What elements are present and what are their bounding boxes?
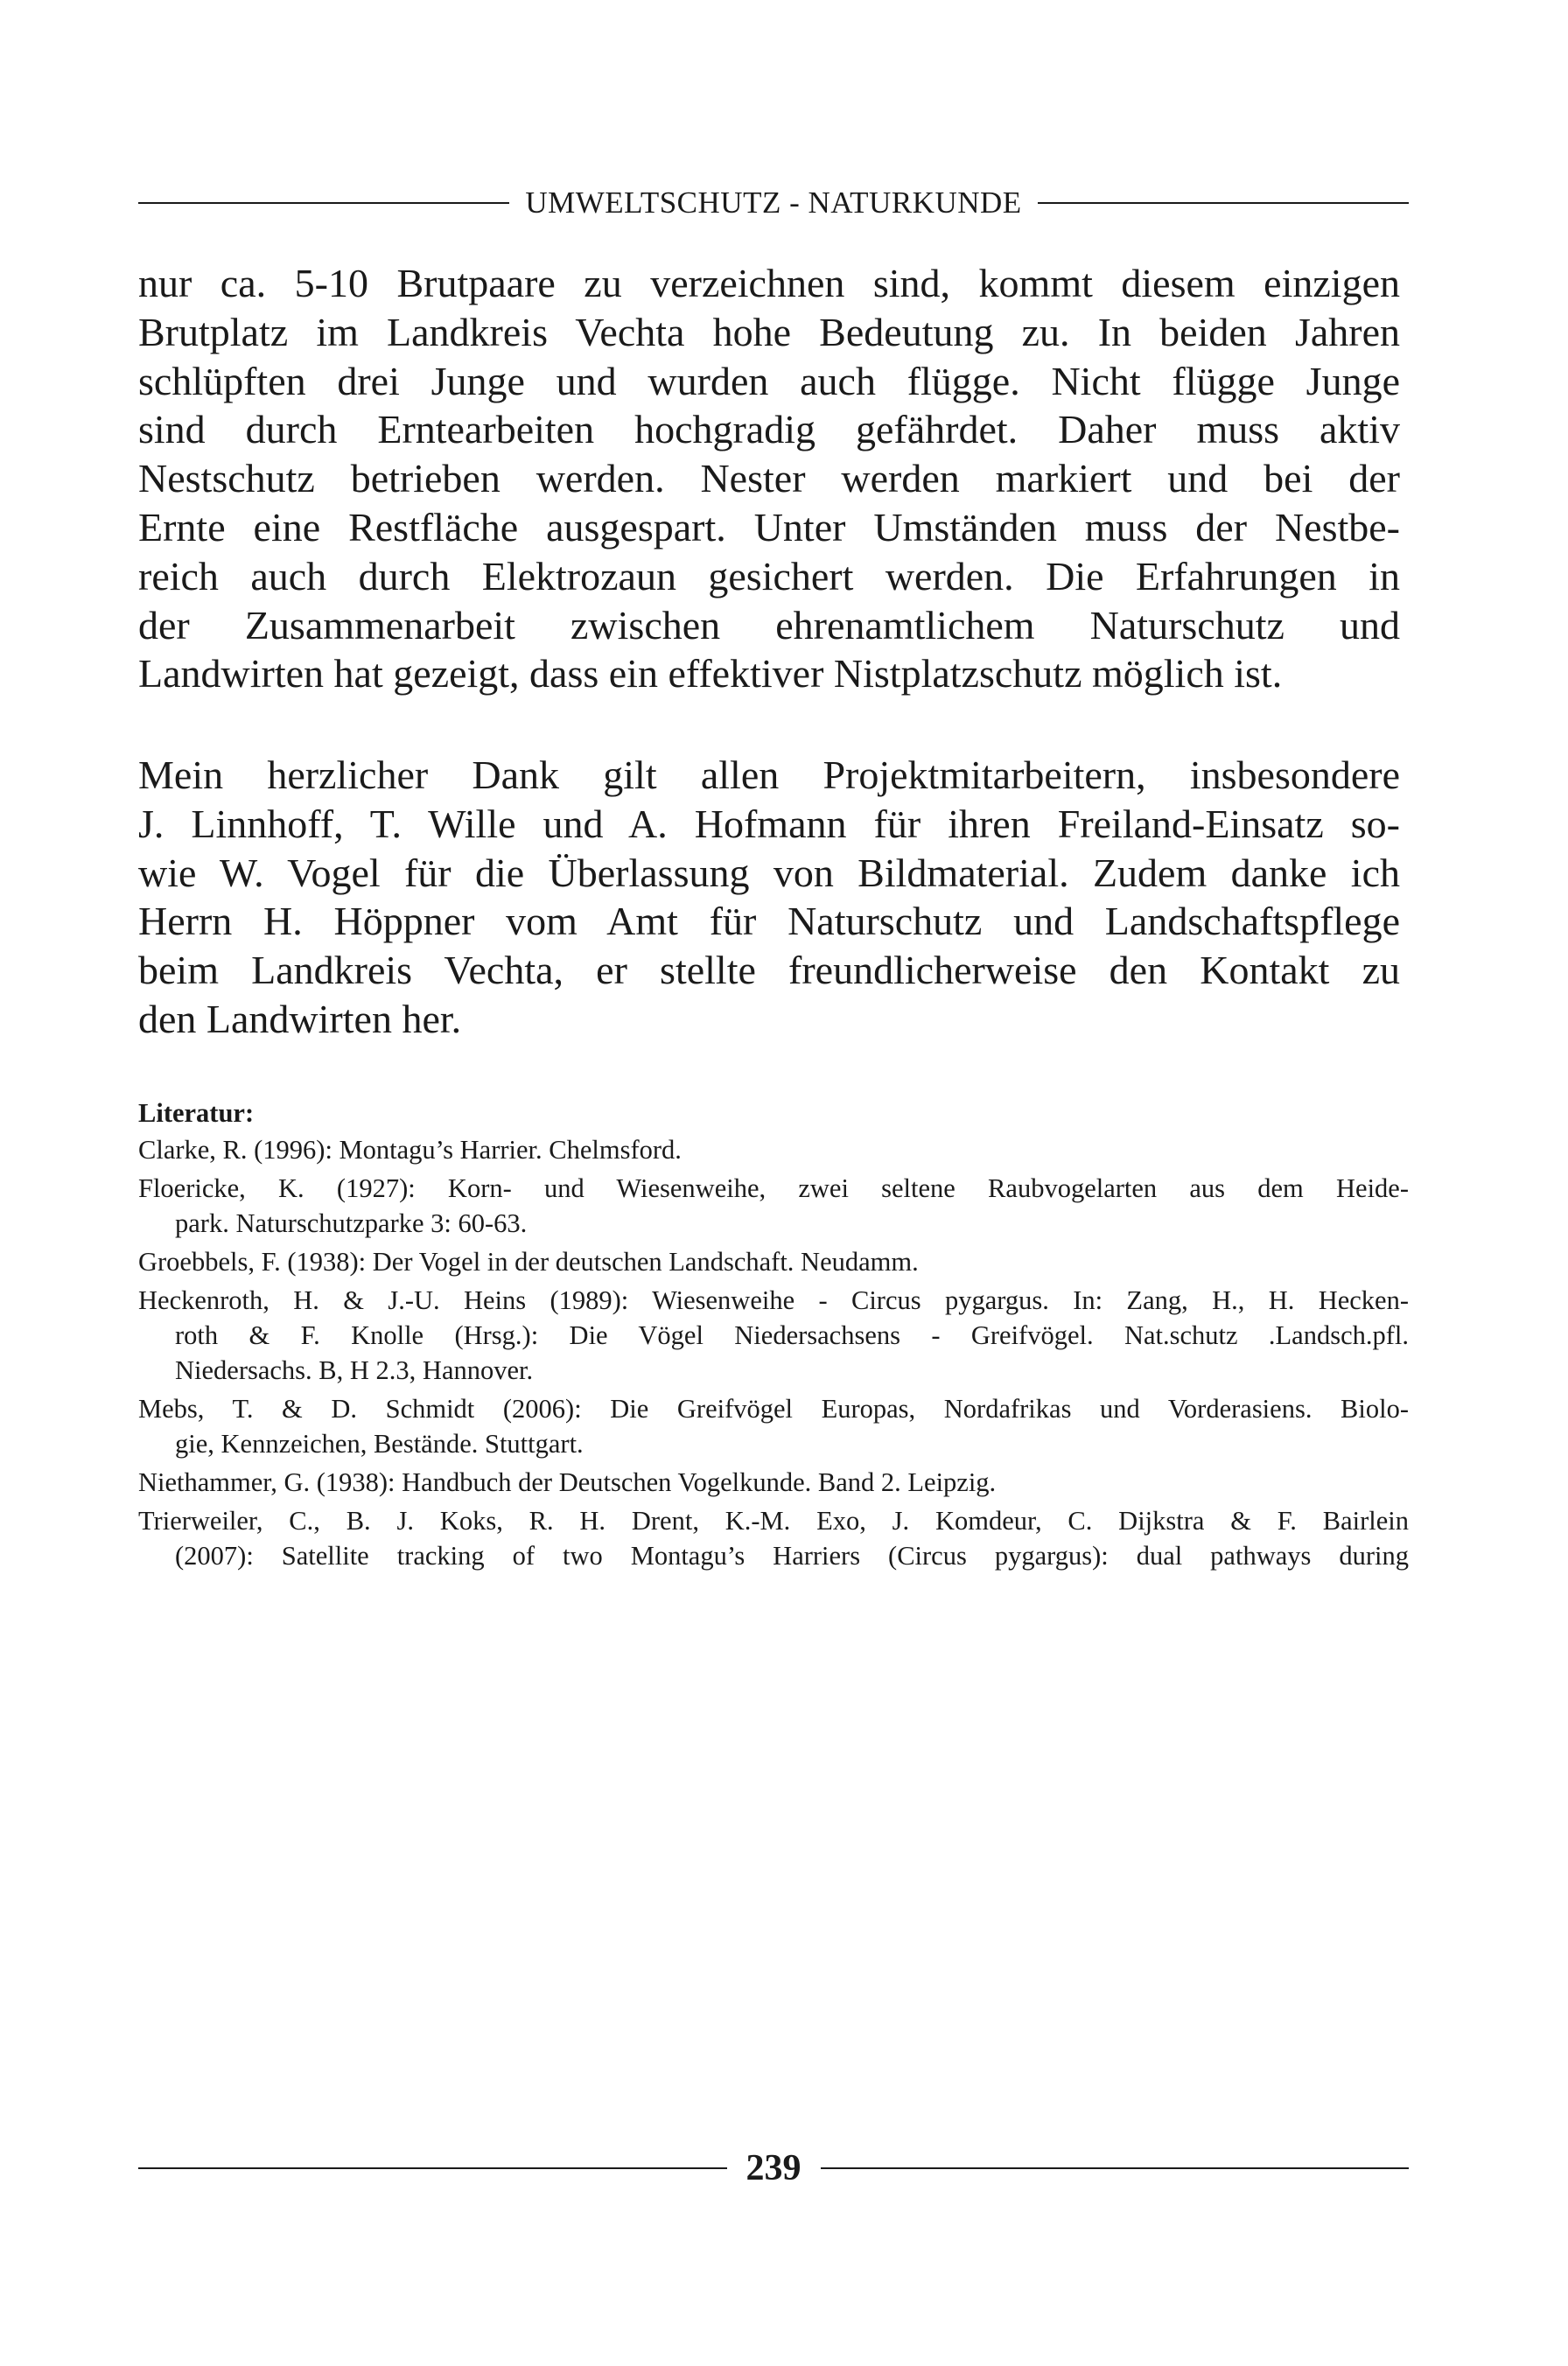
literature-line: gie, Kennzeichen, Bestände. Stuttgart. — [175, 1429, 584, 1459]
literature-section — [138, 1096, 1409, 1577]
text-line: J. Linnhoff, T. Wille und A. Hofmann für ihren Freiland-Einsatz so- — [138, 801, 1400, 846]
text-line: schlüpften drei Junge und wurden auch flügge. Nicht flügge Junge — [138, 358, 1400, 403]
literature-line: Trierweiler, C., B. J. Koks, R. H. Drent, K.-M. Exo, J. Komdeur, C. Dijkstra & F. Bairlein — [138, 1506, 1409, 1536]
text-line: sind durch Erntearbeiten hochgradig gefährdet. Daher muss aktiv — [138, 407, 1400, 452]
text-line: Mein herzlicher Dank gilt allen Projektmitarbeitern, insbesondere — [138, 752, 1400, 797]
literature-entry — [138, 1391, 1409, 1461]
running-header — [138, 186, 1409, 220]
literature-line: park. Naturschutzparke 3: 60-63. — [175, 1208, 528, 1238]
literature-line: (2007): Satellite tracking of two Montagu’s Harriers (Circus pygargus): dual pathways during — [175, 1541, 1409, 1571]
text-line: nur ca. 5-10 Brutpaare zu verzeichnen sind, kommt diesem einzigen — [138, 261, 1400, 305]
literature-line: Groebbels, F. (1938): Der Vogel in der deutschen Landschaft. Neudamm. — [138, 1247, 919, 1277]
text-line: der Zusammenarbeit zwischen ehrenamtlichem Naturschutz und — [138, 602, 1400, 648]
header-title: UMWELTSCHUTZ - NATURKUNDE — [525, 186, 1022, 220]
body-paragraph-2 — [138, 751, 1400, 1044]
footer-rule-right — [821, 2167, 1410, 2169]
body-paragraph-1 — [138, 259, 1400, 698]
text-line: den Landwirten her. — [138, 996, 462, 1041]
text-line: beim Landkreis Vechta, er stellte freundlicherweise den Kontakt zu — [138, 948, 1400, 993]
text-line: Brutplatz im Landkreis Vechta hohe Bedeutung zu. In beiden Jahren — [138, 309, 1400, 354]
literature-line: Floericke, K. (1927): Korn- und Wiesenweihe, zwei seltene Raubvogelarten aus dem Heide- — [138, 1173, 1409, 1203]
footer-rule-left — [138, 2167, 727, 2169]
literature-line: roth & F. Knolle (Hrsg.): Die Vögel Niedersachsens - Greifvögel. Nat.schutz .Landsch.pfl. — [175, 1320, 1409, 1350]
literature-heading: Literatur: — [138, 1098, 255, 1128]
text-line: wie W. Vogel für die Überlassung von Bildmaterial. Zudem danke ich — [138, 850, 1400, 895]
literature-entry — [138, 1283, 1409, 1388]
literature-entry — [138, 1465, 1409, 1500]
literature-entry — [138, 1171, 1409, 1241]
text-line: Herrn H. Höppner vom Amt für Naturschutz und Landschaftspflege — [138, 899, 1400, 944]
literature-line: Clarke, R. (1996): Montagu’s Harrier. Chelmsford. — [138, 1135, 682, 1165]
text-line: Landwirten hat gezeigt, dass ein effektiver Nistplatzschutz möglich ist. — [138, 651, 1283, 696]
text-line: reich auch durch Elektrozaun gesichert werden. Die Erfahrungen in — [138, 553, 1400, 598]
literature-line: Niethammer, G. (1938): Handbuch der Deutschen Vogelkunde. Band 2. Leipzig. — [138, 1467, 997, 1497]
text-line: Ernte eine Restfläche ausgespart. Unter Umständen muss der Nestbe- — [138, 504, 1400, 550]
literature-entry — [138, 1503, 1409, 1573]
literature-entry — [138, 1244, 1409, 1279]
literature-entry — [138, 1132, 1409, 1167]
page-number: 239 — [746, 2148, 802, 2188]
literature-line: Niedersachs. B, H 2.3, Hannover. — [175, 1355, 534, 1385]
header-rule-left — [138, 202, 509, 204]
literature-line: Heckenroth, H. & J.-U. Heins (1989): Wiesenweihe - Circus pygargus. In: Zang, H., H. Hecken- — [138, 1285, 1409, 1315]
header-rule-right — [1038, 202, 1409, 204]
text-line: Nestschutz betrieben werden. Nester werden markiert und bei der — [138, 456, 1400, 501]
page-footer — [138, 2147, 1409, 2189]
literature-line: Mebs, T. & D. Schmidt (2006): Die Greifvögel Europas, Nordafrikas und Vorderasiens. Biolo- — [138, 1394, 1409, 1424]
